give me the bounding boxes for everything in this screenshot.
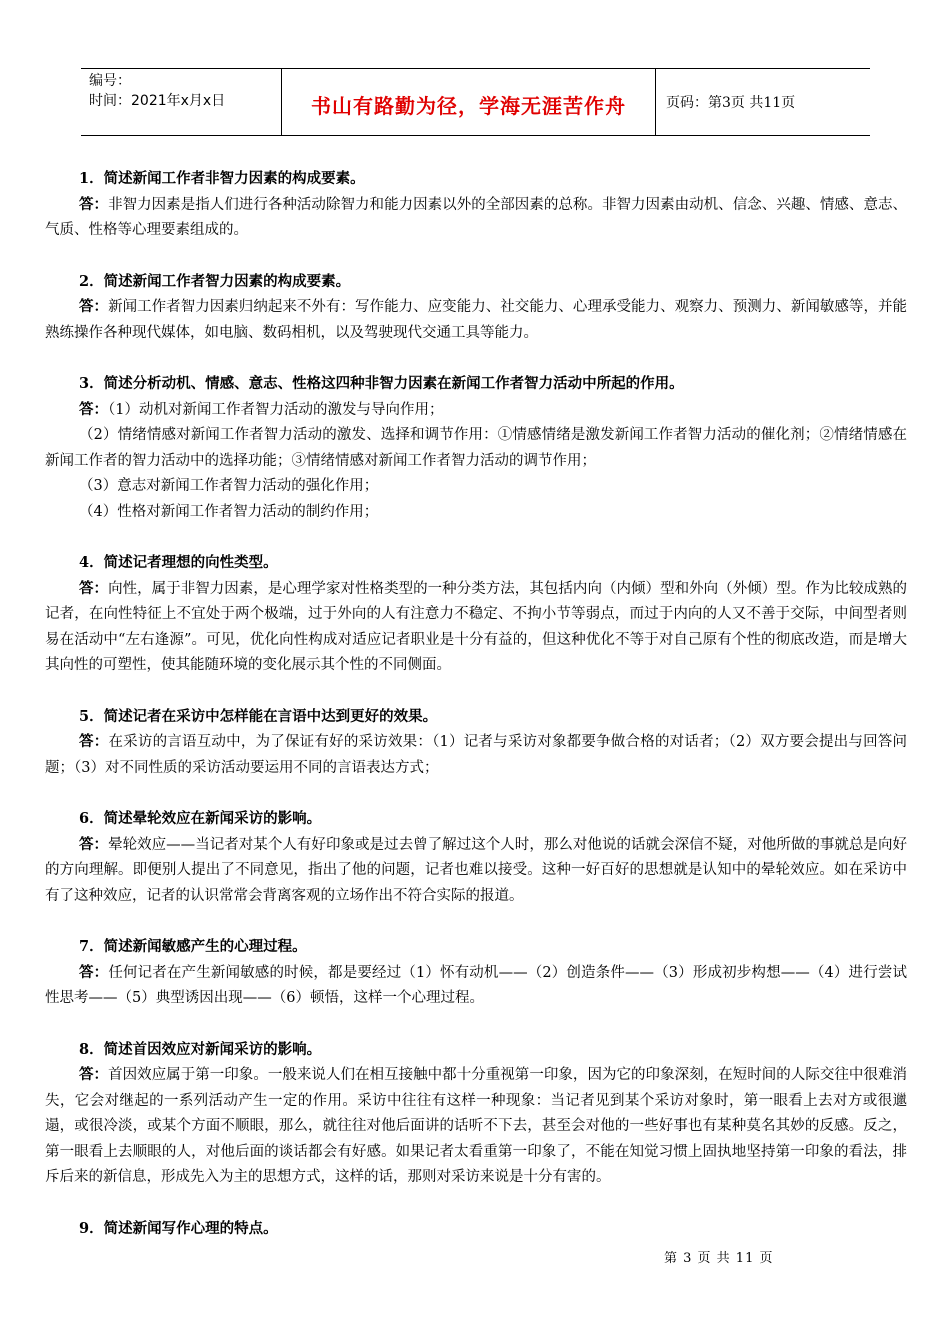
answer-body: 首因效应属于第一印象。一般来说人们在相互接触中都十分重视第一印象，因为它的印象深刻，在短时间的人际交往中很难消失，它会对继起的一系列活动产生一定的作用。采访中往往有这样一种现象：当记者见到某个采访对象时，第一眼看上去对方或很邋遢，或很冷淡，或某个方面不顺眼，那么，就往往对他后面讲的话听不下去，甚至会对他的一些好事也有某种莫名其妙的反感。反之，第一眼看上去顺眼的人，对他后面的谈话都会有好感。如果记者太看重第一印象了，不能在知觉习惯上固执地坚持第一印象的看法，排斥后来的新信息，形成先入为主的思想方式，这样的话，那则对采访来说是十分有害的。 (45, 1067, 908, 1185)
answer-body: 在采访的言语互动中，为了保证有好的采访效果：（1）记者与采访对象都要争做合格的对话者；（2）双方要会提出与回答问题；（3）对不同性质的采访活动要运用不同的言语表达方式； (45, 734, 908, 776)
document-number: 编号： (89, 73, 131, 89)
answer-label: 答： (79, 400, 108, 418)
answer-label: 答： (79, 963, 109, 981)
answer-label: 答： (79, 733, 109, 750)
answer-body: 非智力因素是指人们进行各种活动除智力和能力因素以外的全部因素的总称。非智力因素由动机、信念、兴趣、情感、意志、气质、性格等心理要素组成的。 (45, 196, 908, 238)
answer-text (45, 294, 907, 346)
answer-label: 答： (79, 298, 109, 315)
document-body (45, 166, 907, 1241)
page-footer: 第 3 页 共 11 页 (664, 1251, 774, 1266)
header-motto: 书山有路勤为径，学海无涯苦作舟 (282, 69, 656, 135)
question-title: 1．简述新闻工作者非智力因素的构成要素。 (79, 170, 365, 187)
page-header (81, 68, 870, 136)
question-title: 5．简述记者在采访中怎样能在言语中达到更好的效果。 (79, 707, 438, 725)
answer-text (45, 1062, 907, 1191)
answer-body: 新闻工作者智力因素归纳起来不外有：写作能力、应变能力、社交能力、心理承受能力、观察力、预测力、新闻敏感等，并能熟练操作各种现代媒体，如电脑、数码相机，以及驾驶现代交通工具等能力。 (45, 299, 908, 341)
answer-point: （3）意志对新闻工作者智力活动的强化作用； (79, 478, 379, 494)
header-page-info: 页码：第3页 共11页 (666, 95, 796, 111)
question-title: 9．简述新闻写作心理的特点。 (79, 1219, 278, 1237)
answer-body: （1）动机对新闻工作者智力活动的激发与导向作用； (108, 401, 444, 418)
header-meta (81, 69, 282, 135)
question-title: 6．简述晕轮效应在新闻采访的影响。 (79, 810, 322, 827)
question-title: 7．简述新闻敏感产生的心理过程。 (79, 938, 307, 955)
question-title: 2．简述新闻工作者智力因素的构成要素。 (79, 272, 351, 290)
answer-label: 答： (79, 835, 109, 853)
answer-text (45, 729, 907, 781)
answer-body: 任何记者在产生新闻敏感的时候，都是要经过（1）怀有动机——（2）创造条件——（3）形成初步构想——（4）进行尝试性思考——（5）典型诱因出现——（6）顿悟，这样一个心理过程。 (45, 964, 908, 1006)
answer-text (45, 832, 907, 910)
answer-point: （4）性格对新闻工作者智力活动的制约作用； (79, 503, 379, 520)
answer-label: 答： (79, 579, 109, 597)
answer-point: （2）情绪情感对新闻工作者智力活动的激发、选择和调节作用：①情感情绪是激发新闻工作者智力活动的催化剂；②情绪情感在新闻工作者的智力活动中的选择功能；③情绪情感对新闻工作者智力活动的调节作用； (45, 427, 907, 469)
document-time: 时间：2021年x月x日 (89, 93, 226, 109)
answer-text (45, 576, 907, 679)
answer-body: 晕轮效应——当记者对某个人有好印象或是过去曾了解过这个人时，那么对他说的话就会深信不疑，对他所做的事就总是向好的方向理解。即便别人提出了不同意见，指出了他的问题，记者也难以接受。这种一好百好的思想就是认知中的晕轮效应。如在采访中有了这种效应，记者的认识常常会背离客观的立场作出不符合实际的报道。 (45, 836, 908, 904)
answer-label: 答： (79, 195, 109, 213)
question-title: 4．简述记者理想的向性类型。 (79, 554, 278, 571)
answer-text (45, 192, 907, 244)
answer-label: 答： (79, 1066, 109, 1083)
answer-text (45, 397, 907, 424)
question-title: 8．简述首因效应对新闻采访的影响。 (79, 1040, 322, 1058)
answer-text (45, 960, 907, 1012)
question-title: 3．简述分析动机、情感、意志、性格这四种非智力因素在新闻工作者智力活动中所起的作用。 (79, 375, 684, 392)
answer-body: 向性，属于非智力因素，是心理学家对性格类型的一种分类方法，其包括内向（内倾）型和外向（外倾）型。作为比较成熟的记者，在向性特征上不宜处于两个极端，过于外向的人有注意力不稳定、不拘小节等弱点，而过于内向的人又不善于交际，中间型者则易在活动中“左右逢源”。可见，优化向性构成对适应记者职业是十分有益的，但这种优化不等于对自己原有个性的彻底改造，而是增大其向性的可塑性，使其能随环境的变化展示其个性的不同侧面。 (45, 580, 908, 673)
